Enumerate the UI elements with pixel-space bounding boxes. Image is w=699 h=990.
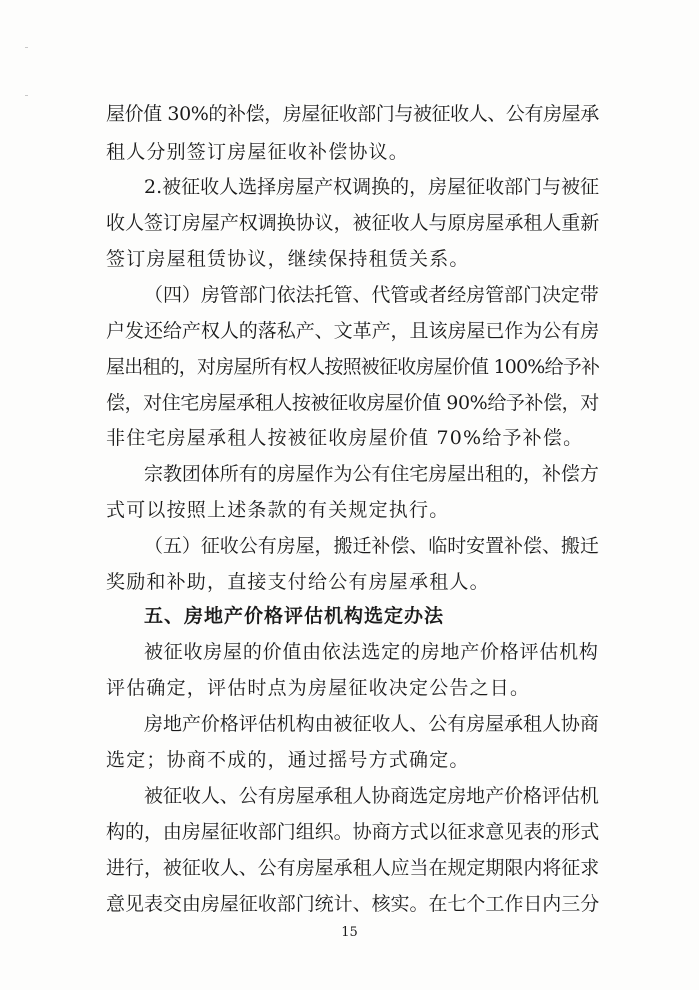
- scan-speck: [25, 47, 28, 48]
- text-line: 户发还给产权人的落私产、文革产，且该房屋已作为公有房: [106, 320, 600, 342]
- text-line: 房地产价格评估机构由被征收人、公有房屋承租人协商: [144, 713, 599, 735]
- text-line: 租人分别签订房屋征收补偿协议。: [106, 141, 410, 163]
- text-line: 式可以按照上述条款的有关规定执行。: [106, 499, 450, 521]
- text-line: 屋价值 30%的补偿，房屋征收部门与被征收人、公有房屋承: [106, 103, 599, 125]
- text-line: 被征收房屋的价值由依法选定的房地产价格评估机构: [144, 641, 599, 663]
- text-line: 收人签订房屋产权调换协议，被征收人与原房屋承租人重新: [106, 212, 600, 234]
- text-line: 偿，对住宅房屋承租人按被征收房屋价值 90%给予补偿，对: [106, 392, 599, 414]
- text-line: 构的，由房屋征收部门组织。协商方式以征求意见表的形式: [106, 821, 600, 843]
- text-line: 选定；协商不成的，通过摇号方式确定。: [106, 749, 470, 771]
- page-number: 15: [341, 925, 358, 940]
- text-line: 奖励和补助，直接支付给公有房屋承租人。: [106, 571, 490, 593]
- text-line: 意见表交由房屋征收部门统计、核实。在七个工作日内三分: [106, 893, 600, 915]
- text-line: 签订房屋租赁协议，继续保持租赁关系。: [106, 248, 470, 270]
- section-heading: 五、房地产价格评估机构选定办法: [144, 605, 445, 627]
- text-line: 非住宅房屋承租人按被征收房屋价值 70%给予补偿。: [106, 427, 584, 449]
- text-line: 评估确定，评估时点为房屋征收决定公告之日。: [106, 677, 531, 699]
- text-line: 进行，被征收人、公有房屋承租人应当在规定期限内将征求: [106, 857, 600, 879]
- text-line: 屋出租的，对房屋所有权人按照被征收房屋价值 100%给予补: [106, 356, 600, 378]
- text-line: 宗教团体所有的房屋作为公有住宅房屋出租的，补偿方: [144, 463, 599, 485]
- scan-speck: [25, 95, 28, 96]
- text-line: （四）房管部门依法托管、代管或者经房管部门决定带: [144, 284, 599, 306]
- text-line: （五）征收公有房屋，搬迁补偿、临时安置补偿、搬迁: [144, 535, 599, 557]
- text-line: 2.被征收人选择房屋产权调换的，房屋征收部门与被征: [144, 176, 600, 198]
- text-line: 被征收人、公有房屋承租人协商选定房地产价格评估机: [144, 785, 599, 807]
